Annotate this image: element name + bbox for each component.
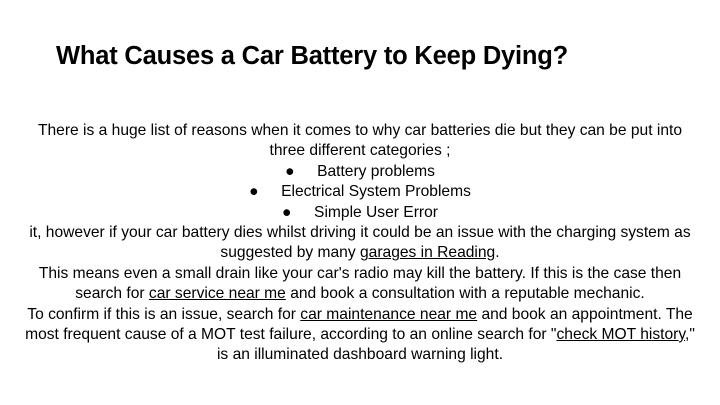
paragraph-text: . [495,244,500,262]
bullet-item [24,203,696,223]
intro-text: There is a huge list of reasons when it comes to why car batteries die but they can be put into three different categories ; [37,122,683,160]
car-service-near-me-link[interactable]: car service near me [148,285,286,303]
bullet-text: Electrical System Problems [281,183,471,201]
slide-title: What Causes a Car Battery to Keep Dying? [56,42,569,70]
paragraph-text: This means even a small drain like your car's radio may kill the battery. If this is the case then search for [38,264,682,303]
bullet-text: Simple User Error [314,203,438,221]
paragraph-text: and book an appointment. The most frequent cause of a MOT test failure, according to an online search for " [25,305,693,344]
bullet-dot-icon: ● [282,203,292,221]
bullet-dot-icon: ● [249,183,259,201]
bullet-text: Battery problems [317,162,435,180]
paragraph-confirm [24,305,696,366]
car-maintenance-near-me-link[interactable]: car maintenance near me [300,305,478,323]
paragraph-text: To confirm if this is an issue, search for [27,305,301,323]
garages-in-reading-link[interactable]: garages in Reading [359,244,496,262]
slide-body [24,121,696,366]
bullet-item [24,162,696,182]
paragraph-text: it, however if your car battery dies whilst driving it could be an issue with the charging system as suggested by many [29,224,691,262]
bullet-item [24,182,696,202]
check-mot-history-link[interactable]: check MOT history [556,326,686,344]
paragraph-charging [24,223,696,264]
paragraph-text: and book a consultation with a reputable mechanic. [285,285,645,303]
paragraph-drain [24,264,696,305]
paragraph-text: ," is an illuminated dashboard warning light. [216,326,695,364]
bullet-dot-icon: ● [285,162,295,180]
